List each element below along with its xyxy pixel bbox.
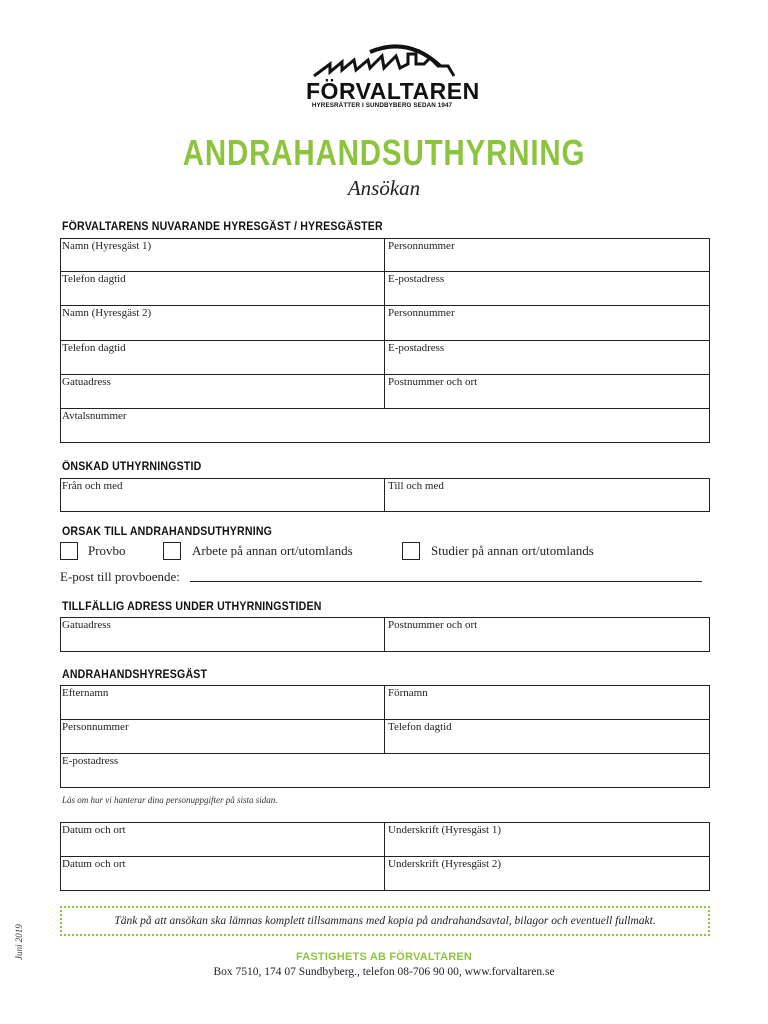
field-label: Namn (Hyresgäst 1) <box>62 240 152 252</box>
checkbox-studies-elsewhere[interactable] <box>402 542 420 560</box>
contract-number-field[interactable] <box>61 409 709 442</box>
postal-code-city-field[interactable] <box>385 375 709 408</box>
temp-street-address-field[interactable] <box>61 618 383 651</box>
field-label: Personnummer <box>388 240 455 252</box>
checkbox-provbo[interactable] <box>60 542 78 560</box>
tenant2-personnummer-field[interactable] <box>385 306 709 340</box>
signature-tenant1-field[interactable] <box>385 823 709 856</box>
tenant1-phone-field[interactable] <box>61 272 383 305</box>
checkbox-work-elsewhere[interactable] <box>163 542 181 560</box>
tenant1-email-field[interactable] <box>385 272 709 305</box>
trial-email-label: E-post till provboende: <box>60 569 180 584</box>
subtenant-phone-field[interactable] <box>385 720 709 753</box>
page-subtitle: Ansökan <box>347 176 421 200</box>
field-label: Avtalsnummer <box>62 410 127 422</box>
field-label: Personnummer <box>388 307 455 319</box>
field-label: Telefon dagtid <box>62 342 126 354</box>
section-current-tenants-heading: FÖRVALTARENS NUVARANDE HYRESGÄST / HYRESGÄSTER <box>62 221 383 233</box>
field-label: E-postadress <box>388 273 445 285</box>
date-place-field-1[interactable] <box>61 823 383 856</box>
subtenant-email-field[interactable] <box>61 754 709 787</box>
field-label: Till och med <box>388 480 444 492</box>
field-label: Postnummer och ort <box>388 619 478 631</box>
field-label: Gatuadress <box>62 619 111 631</box>
from-date-field[interactable] <box>61 479 383 511</box>
temp-postal-code-field[interactable] <box>385 618 709 651</box>
field-label: Förnamn <box>388 687 428 699</box>
field-label: Efternamn <box>62 687 109 699</box>
field-label: Från och med <box>62 480 123 492</box>
field-label: Personnummer <box>62 721 129 733</box>
form-version-date: Juni 2019 <box>14 924 24 960</box>
field-label: E-postadress <box>388 342 445 354</box>
tenant2-name-field[interactable] <box>61 306 383 340</box>
privacy-note: Läs om hur vi hanterar dina personuppgifter på sista sidan. <box>62 795 278 805</box>
page-title: ANDRAHANDSUTHYRNING <box>182 132 586 173</box>
field-label: Gatuadress <box>62 376 111 388</box>
field-label: Underskrift (Hyresgäst 1) <box>388 824 502 836</box>
section-rental-period-heading: ÖNSKAD UTHYRNINGSTID <box>62 461 202 473</box>
tenant1-name-field[interactable] <box>61 239 383 271</box>
field-label: Datum och ort <box>62 858 126 870</box>
date-place-field-2[interactable] <box>61 857 383 890</box>
footer-company-name: FASTIGHETS AB FÖRVALTAREN <box>295 951 473 963</box>
subtenant-personnummer-field[interactable] <box>61 720 383 753</box>
tenant2-phone-field[interactable] <box>61 341 383 374</box>
field-label: Namn (Hyresgäst 2) <box>62 307 152 319</box>
section-subtenant-heading: ANDRAHANDSHYRESGÄST <box>62 669 208 681</box>
checkbox-provbo-label: Provbo <box>88 543 126 558</box>
checkbox-studies-elsewhere-label: Studier på annan ort/utomlands <box>431 543 594 558</box>
logo-tagline: HYRESRÄTTER I SUNDBYBERG SEDAN 1947 <box>311 102 453 109</box>
logo-wordmark: FÖRVALTAREN <box>306 78 480 104</box>
field-label: Postnummer och ort <box>388 376 478 388</box>
signature-tenant2-field[interactable] <box>385 857 709 890</box>
section-reason-heading: ORSAK TILL ANDRAHANDSUTHYRNING <box>62 526 273 538</box>
to-date-field[interactable] <box>385 479 709 511</box>
field-label: Datum och ort <box>62 824 126 836</box>
subtenant-firstname-field[interactable] <box>385 686 709 719</box>
trial-email-input[interactable] <box>190 566 702 582</box>
tenant2-email-field[interactable] <box>385 341 709 374</box>
checkbox-work-elsewhere-label: Arbete på annan ort/utomlands <box>192 543 353 558</box>
tenant1-personnummer-field[interactable] <box>385 239 709 271</box>
field-label: E-postadress <box>62 755 119 767</box>
field-label: Underskrift (Hyresgäst 2) <box>388 858 502 870</box>
field-label: Telefon dagtid <box>388 721 452 733</box>
footer-address: Box 7510, 174 07 Sundbyberg., telefon 08-706 90 00, www.forvaltaren.se <box>213 966 555 978</box>
field-label: Telefon dagtid <box>62 273 126 285</box>
subtenant-surname-field[interactable] <box>61 686 383 719</box>
street-address-field[interactable] <box>61 375 383 408</box>
section-temp-address-heading: TILLFÄLLIG ADRESS UNDER UTHYRNINGSTIDEN <box>62 601 322 613</box>
completeness-notice: Tänk på att ansökan ska lämnas komplett tillsammans med kopia på andrahandsavtal, bilagor och eventuell fullmakt. <box>60 906 710 936</box>
